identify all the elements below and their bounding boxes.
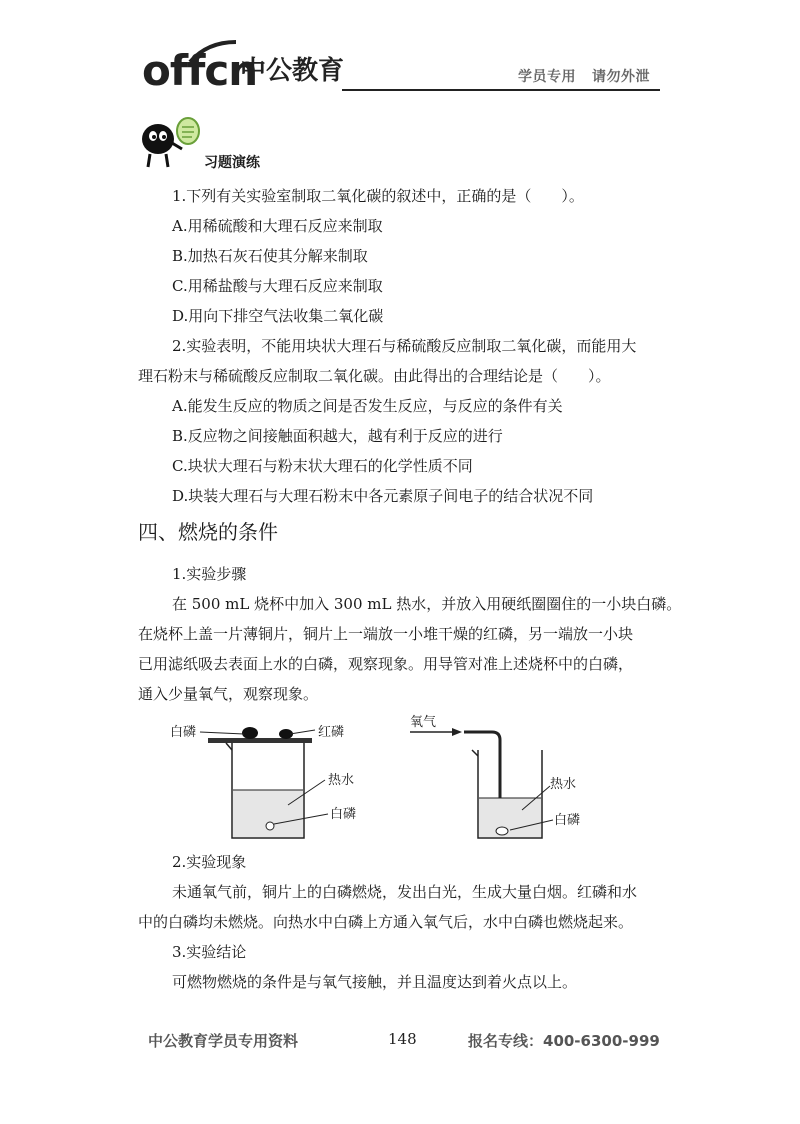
- right-white-p: [496, 827, 508, 835]
- steps-line-3: 已用滤纸吸去表面上水的白磷，观察现象。用导管对准上述烧杯中的白磷，: [138, 655, 634, 673]
- obs-title: 2.实验现象: [172, 853, 247, 871]
- q1-option-d: D.用向下排空气法收集二氧化碳: [172, 307, 384, 325]
- footer-hotline: 报名专线：400-6300-999: [468, 1032, 660, 1050]
- q1-option-a: A.用稀硫酸和大理石反应来制取: [172, 217, 383, 235]
- q2-option-d: D.块装大理石与大理石粉末中各元素原子间电子的结合状况不同: [172, 487, 594, 505]
- logo-wordmark: offcn: [142, 46, 258, 95]
- label-right-white-p: 白磷: [554, 813, 581, 828]
- concl-title: 3.实验结论: [172, 943, 247, 961]
- q2-stem-line-2: 理石粉末与稀硫酸反应制取二氧化碳。由此得出的合理结论是（ ）。: [138, 367, 611, 385]
- logo-chinese: 中公教育: [240, 56, 345, 86]
- obs-line-2: 中的白磷均未燃烧。向热水中白磷上方通入氧气后，水中白磷也燃烧起来。: [138, 913, 634, 931]
- concl-line-1: 可燃物燃烧的条件是与氧气接触，并且温度达到着火点以上。: [172, 973, 578, 991]
- label-left-white-p: 白磷: [330, 807, 357, 822]
- label-right-hot-water: 热水: [550, 777, 577, 792]
- experiment-figure: [170, 710, 610, 842]
- header-note: [518, 66, 650, 86]
- label-oxygen: 氧气: [410, 715, 437, 730]
- q2-option-a: A.能发生反应的物质之间是否发生反应，与反应的条件有关: [172, 397, 563, 415]
- steps-line-4: 通入少量氧气，观察现象。: [138, 685, 319, 703]
- label-left-hot-water: 热水: [328, 773, 355, 788]
- header-note-no-leak: 请勿外泄: [592, 69, 650, 85]
- q2-option-c: C.块状大理石与粉末状大理石的化学性质不同: [172, 457, 473, 475]
- copper-plate: [208, 738, 312, 743]
- q2-option-b: B.反应物之间接触面积越大，越有利于反应的进行: [172, 427, 503, 445]
- logo-swoosh-icon: [188, 40, 238, 64]
- right-water: [479, 798, 541, 837]
- header-note-students-only: 学员专用: [518, 69, 576, 85]
- header-rule: [342, 89, 660, 91]
- white-p-on-plate: [242, 727, 258, 739]
- mascot-icon: [138, 115, 202, 171]
- exercise-title: 习题演练: [204, 155, 260, 171]
- label-white-p-top: 白磷: [170, 725, 197, 740]
- steps-line-1: 在 500 mL 烧杯中加入 300 mL 热水，并放入用硬纸圈圈住的一小块白磷。: [172, 595, 682, 613]
- q1-stem: 1.下列有关实验室制取二氧化碳的叙述中，正确的是（ ）。: [172, 187, 584, 205]
- footer-left: 中公教育学员专用资料: [148, 1032, 299, 1050]
- white-p-in-water: [266, 822, 274, 830]
- label-red-p: 红磷: [318, 725, 345, 740]
- right-beaker: [410, 715, 580, 838]
- steps-line-2: 在烧杯上盖一片薄铜片，铜片上一端放一小堆干燥的红磷，另一端放一小块: [138, 625, 634, 643]
- left-beaker: [170, 724, 356, 838]
- q1-option-b: B.加热石灰石使其分解来制取: [172, 247, 368, 265]
- q1-option-c: C.用稀盐酸与大理石反应来制取: [172, 277, 383, 295]
- steps-title: 1.实验步骤: [172, 565, 247, 583]
- page-number: 148: [388, 1030, 417, 1048]
- q2-stem-line-1: 2.实验表明，不能用块状大理石与稀硫酸反应制取二氧化碳，而能用大: [172, 337, 637, 355]
- section-heading: 四、燃烧的条件: [138, 520, 278, 544]
- obs-line-1: 未通氧气前，铜片上的白磷燃烧，发出白光，生成大量白烟。红磷和水: [172, 883, 638, 901]
